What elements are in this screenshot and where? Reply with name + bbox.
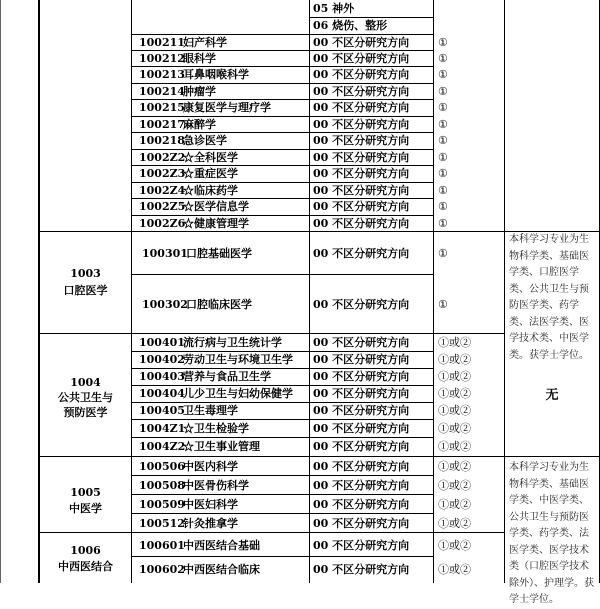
- column-border: [504, 0, 505, 583]
- major-code: 100218: [139, 134, 185, 147]
- major-code: 100401: [139, 336, 185, 349]
- major-code: 100509: [139, 498, 185, 511]
- major-code: 1004Z2: [139, 440, 186, 453]
- major-code: 100506: [139, 460, 185, 473]
- major-code: 1002Z4: [139, 184, 186, 197]
- major-name: 肿瘤学: [183, 85, 216, 98]
- major-code: 100404: [139, 387, 185, 400]
- direction-cell: 00 不区分研究方向: [313, 498, 410, 511]
- major-code: 100301: [142, 247, 188, 260]
- major-name: ☆重症医学: [183, 167, 238, 180]
- direction-cell: 00 不区分研究方向: [313, 217, 410, 230]
- major-code: 100602: [139, 563, 185, 576]
- exam-subject: ①或②: [438, 387, 471, 400]
- major-code: 100508: [139, 479, 185, 492]
- discipline-name: 中西医结合: [58, 560, 113, 573]
- major-code: 100405: [139, 404, 185, 417]
- major-code: 1002Z2: [139, 151, 186, 164]
- major-name: 中西医结合基础: [183, 539, 260, 552]
- exam-subject: ①或②: [438, 440, 471, 453]
- direction-cell: 00 不区分研究方向: [313, 134, 410, 147]
- exam-subject: ①: [438, 134, 448, 147]
- direction-cell: 00 不区分研究方向: [313, 298, 410, 311]
- exam-subject: ①或②: [438, 479, 471, 492]
- major-name: ☆临床药学: [183, 184, 238, 197]
- block-border: [38, 456, 600, 457]
- row-border: [131, 494, 433, 495]
- direction-cell: 00 不区分研究方向: [313, 200, 410, 213]
- direction-cell: 00 不区分研究方向: [313, 85, 410, 98]
- exam-subject: ①或②: [438, 422, 471, 435]
- major-code: 100211: [139, 36, 185, 49]
- major-name: 针灸推拿学: [183, 517, 238, 530]
- exam-subject: ①: [438, 200, 448, 213]
- major-name: 眼科学: [183, 52, 216, 65]
- direction-cell: 00 不区分研究方向: [313, 52, 410, 65]
- direction-cell: 00 不区分研究方向: [313, 517, 410, 530]
- exam-subject: ①或②: [438, 498, 471, 511]
- row-border: [131, 513, 433, 514]
- major-name: ☆卫生检验学: [183, 422, 249, 435]
- major-code: 100215: [139, 101, 185, 114]
- major-code: 100212: [139, 52, 185, 65]
- direction-cell: 00 不区分研究方向: [313, 167, 410, 180]
- discipline-code: 1005: [70, 486, 101, 499]
- major-code: 100302: [142, 298, 188, 311]
- exam-subject: ①或②: [438, 539, 471, 552]
- major-name: 儿少卫生与妇幼保健学: [183, 387, 293, 400]
- discipline-name: 预防医学: [63, 406, 108, 419]
- exam-subject: ①: [438, 68, 448, 81]
- direction-cell: 00 不区分研究方向: [313, 422, 410, 435]
- direction-cell: 00 不区分研究方向: [313, 353, 410, 366]
- exam-subject: ①或②: [438, 563, 471, 576]
- exam-subject: ①: [438, 52, 448, 65]
- major-name: 劳动卫生与环境卫生学: [183, 353, 293, 366]
- direction-cell: 00 不区分研究方向: [313, 563, 410, 576]
- discipline-code: 1003: [70, 267, 101, 280]
- major-name: 急诊医学: [183, 134, 227, 147]
- column-border: [309, 0, 310, 583]
- direction-cell: 00 不区分研究方向: [313, 36, 410, 49]
- major-code: 100213: [139, 68, 185, 81]
- discipline-name: 公共卫生与: [58, 391, 113, 404]
- major-code: 100402: [139, 353, 185, 366]
- direction-cell: 00 不区分研究方向: [313, 247, 410, 260]
- discipline-name: 中医学: [69, 502, 102, 515]
- direction-cell: 00 不区分研究方向: [313, 370, 410, 383]
- requirement-note: 本科学习专业为生物科学类、基础医学类、中医学类、公共卫生与预防医学类、药学类、法医学类、医学技术类（口腔医学技术除外）、护理学。获学士学位。: [509, 462, 594, 605]
- discipline-code: 1004: [70, 376, 101, 389]
- direction-cell: 05 神外: [313, 2, 355, 15]
- major-name: ☆卫生事业管理: [183, 440, 260, 453]
- direction-cell: 00 不区分研究方向: [313, 184, 410, 197]
- row-border: [131, 556, 433, 557]
- major-code: 100403: [139, 370, 185, 383]
- major-name: 耳鼻咽喉科学: [183, 68, 249, 81]
- exam-subject: ①或②: [438, 336, 471, 349]
- exam-subject: ①: [438, 151, 448, 164]
- exam-subject: ①或②: [438, 404, 471, 417]
- direction-cell: 06 烧伤、整形: [313, 19, 388, 32]
- major-code: 1002Z5: [139, 200, 186, 213]
- exam-subject: ①: [438, 85, 448, 98]
- major-name: 口腔临床医学: [186, 298, 252, 311]
- exam-subject: ①: [438, 247, 448, 260]
- direction-cell: 00 不区分研究方向: [313, 479, 410, 492]
- major-name: ☆全科医学: [183, 151, 238, 164]
- exam-subject: ①: [438, 118, 448, 131]
- major-name: 中西医结合临床: [183, 563, 260, 576]
- exam-subject: ①: [438, 298, 448, 311]
- direction-cell: 00 不区分研究方向: [313, 101, 410, 114]
- block-border: [38, 532, 504, 533]
- major-code: 100512: [139, 517, 185, 530]
- discipline-code: 1006: [70, 544, 101, 557]
- direction-cell: 00 不区分研究方向: [313, 118, 410, 131]
- direction-cell: 00 不区分研究方向: [313, 68, 410, 81]
- major-name: 营养与食品卫生学: [183, 370, 271, 383]
- requirement-note: 无: [545, 388, 559, 403]
- left-margin-border: [0, 0, 1, 583]
- direction-cell: 00 不区分研究方向: [313, 404, 410, 417]
- direction-cell: 00 不区分研究方向: [313, 539, 410, 552]
- major-name: 中医妇科学: [183, 498, 238, 511]
- major-name: 流行病与卫生统计学: [183, 336, 282, 349]
- direction-cell: 00 不区分研究方向: [313, 387, 410, 400]
- major-name: 妇产科学: [183, 36, 227, 49]
- row-border: [131, 475, 433, 476]
- major-name: 麻醉学: [183, 118, 216, 131]
- major-code: 100214: [139, 85, 185, 98]
- exam-subject: ①或②: [438, 370, 471, 383]
- major-name: 中医骨伤科学: [183, 479, 249, 492]
- major-name: 卫生毒理学: [183, 404, 238, 417]
- major-name: 口腔基础医学: [186, 247, 252, 260]
- exam-subject: ①: [438, 167, 448, 180]
- exam-subject: ①: [438, 36, 448, 49]
- major-name: ☆健康管理学: [183, 217, 249, 230]
- exam-subject: ①: [438, 184, 448, 197]
- column-border: [433, 0, 434, 583]
- major-name: ☆医学信息学: [183, 200, 249, 213]
- exam-subject: ①: [438, 217, 448, 230]
- direction-cell: 00 不区分研究方向: [313, 336, 410, 349]
- direction-cell: 00 不区分研究方向: [313, 440, 410, 453]
- direction-cell: 00 不区分研究方向: [313, 460, 410, 473]
- major-code: 1002Z6: [139, 217, 186, 230]
- row-border: [131, 274, 433, 275]
- exam-subject: ①或②: [438, 353, 471, 366]
- major-code: 1004Z1: [139, 422, 186, 435]
- major-code: 1002Z3: [139, 167, 186, 180]
- exam-subject: ①或②: [438, 517, 471, 530]
- major-name: 康复医学与理疗学: [183, 101, 271, 114]
- major-code: 100601: [139, 539, 185, 552]
- major-code: 100217: [139, 118, 185, 131]
- discipline-name: 口腔医学: [63, 284, 108, 297]
- major-name: 中医内科学: [183, 460, 238, 473]
- exam-subject: ①: [438, 101, 448, 114]
- requirement-note: 本科学习专业为生物科学类、基础医学类、口腔医学类、公共卫生与预防医学类、药学类、法医学类、医学技术类、中医学类。获学士学位。: [509, 234, 589, 361]
- column-border: [131, 0, 132, 583]
- exam-subject: ①或②: [438, 460, 471, 473]
- direction-cell: 00 不区分研究方向: [313, 151, 410, 164]
